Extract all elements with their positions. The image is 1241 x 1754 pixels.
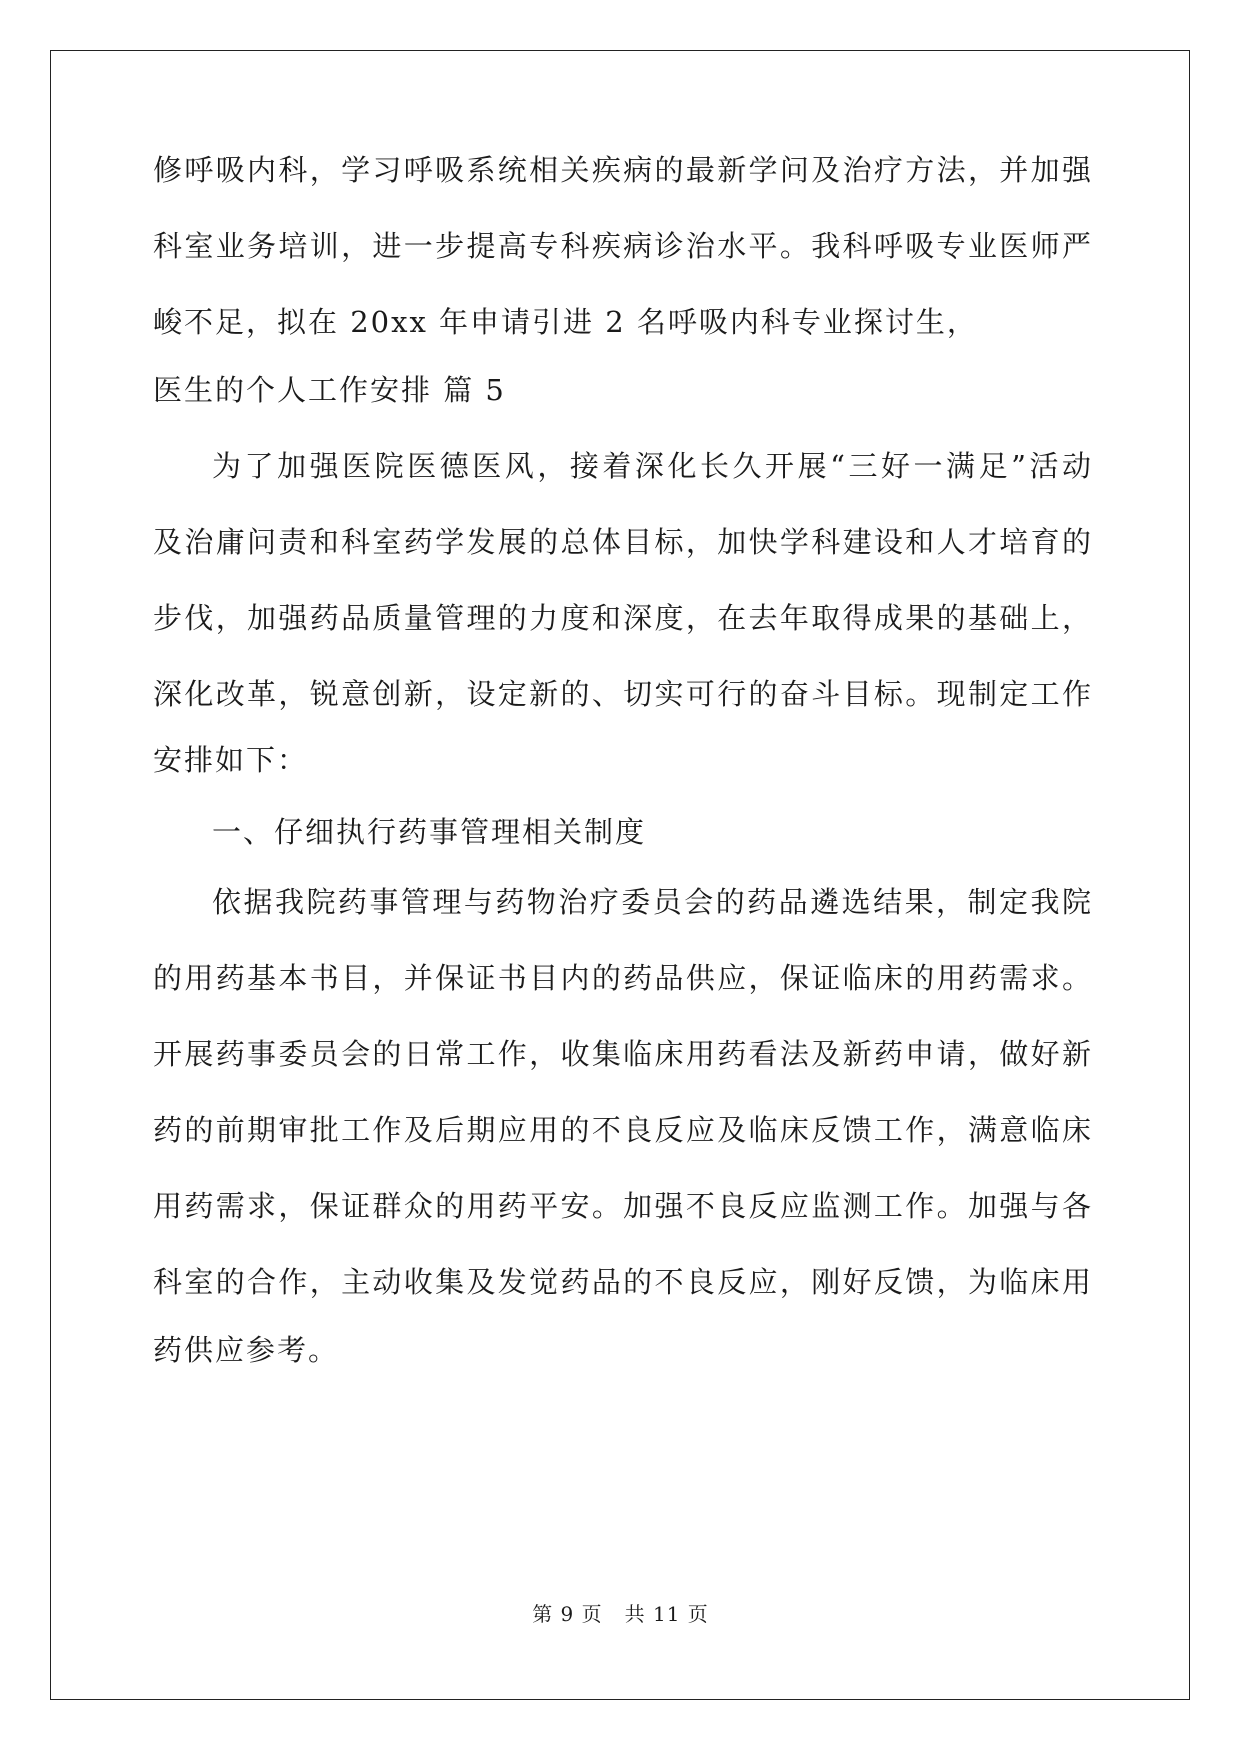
paragraph-line: 及治庸问责和科室药学发展的总体目标，加快学科建设和人才培育的 (153, 525, 1093, 559)
paragraph-line: 步伐，加强药品质量管理的力度和深度，在去年取得成果的基础上， (153, 601, 1093, 635)
paragraph-line: 药供应参考。 (153, 1333, 340, 1367)
page-number-current: 第 9 页 (532, 1602, 603, 1626)
page-border (50, 50, 1190, 1700)
section-heading: 医生的个人工作安排 篇 5 (153, 373, 506, 407)
page-footer (0, 1598, 1241, 1627)
paragraph-line: 科室业务培训，进一步提高专科疾病诊治水平。我科呼吸专业医师严 (153, 229, 1093, 263)
page-number-total: 共 11 页 (624, 1602, 709, 1626)
paragraph-line: 依据我院药事管理与药物治疗委员会的药品遴选结果，制定我院 (212, 885, 1093, 919)
paragraph-line: 为了加强医院医德医风，接着深化长久开展“三好一满足”活动 (212, 449, 1093, 483)
paragraph-line: 峻不足，拟在 20xx 年申请引进 2 名呼吸内科专业探讨生， (153, 305, 978, 339)
paragraph-line: 开展药事委员会的日常工作，收集临床用药看法及新药申请，做好新 (153, 1037, 1093, 1071)
paragraph-line: 药的前期审批工作及后期应用的不良反应及临床反馈工作，满意临床 (153, 1113, 1093, 1147)
paragraph-line: 安排如下： (153, 743, 309, 777)
paragraph-line: 用药需求，保证群众的用药平安。加强不良反应监测工作。加强与各 (153, 1189, 1093, 1223)
paragraph-line: 的用药基本书目，并保证书目内的药品供应，保证临床的用药需求。 (153, 961, 1093, 995)
paragraph-line: 修呼吸内科，学习呼吸系统相关疾病的最新学问及治疗方法，并加强 (153, 153, 1093, 187)
paragraph-line: 深化改革，锐意创新，设定新的、切实可行的奋斗目标。现制定工作 (153, 677, 1093, 711)
paragraph-line: 科室的合作，主动收集及发觉药品的不良反应，刚好反馈，为临床用 (153, 1265, 1093, 1299)
subsection-heading: 一、仔细执行药事管理相关制度 (212, 815, 647, 849)
